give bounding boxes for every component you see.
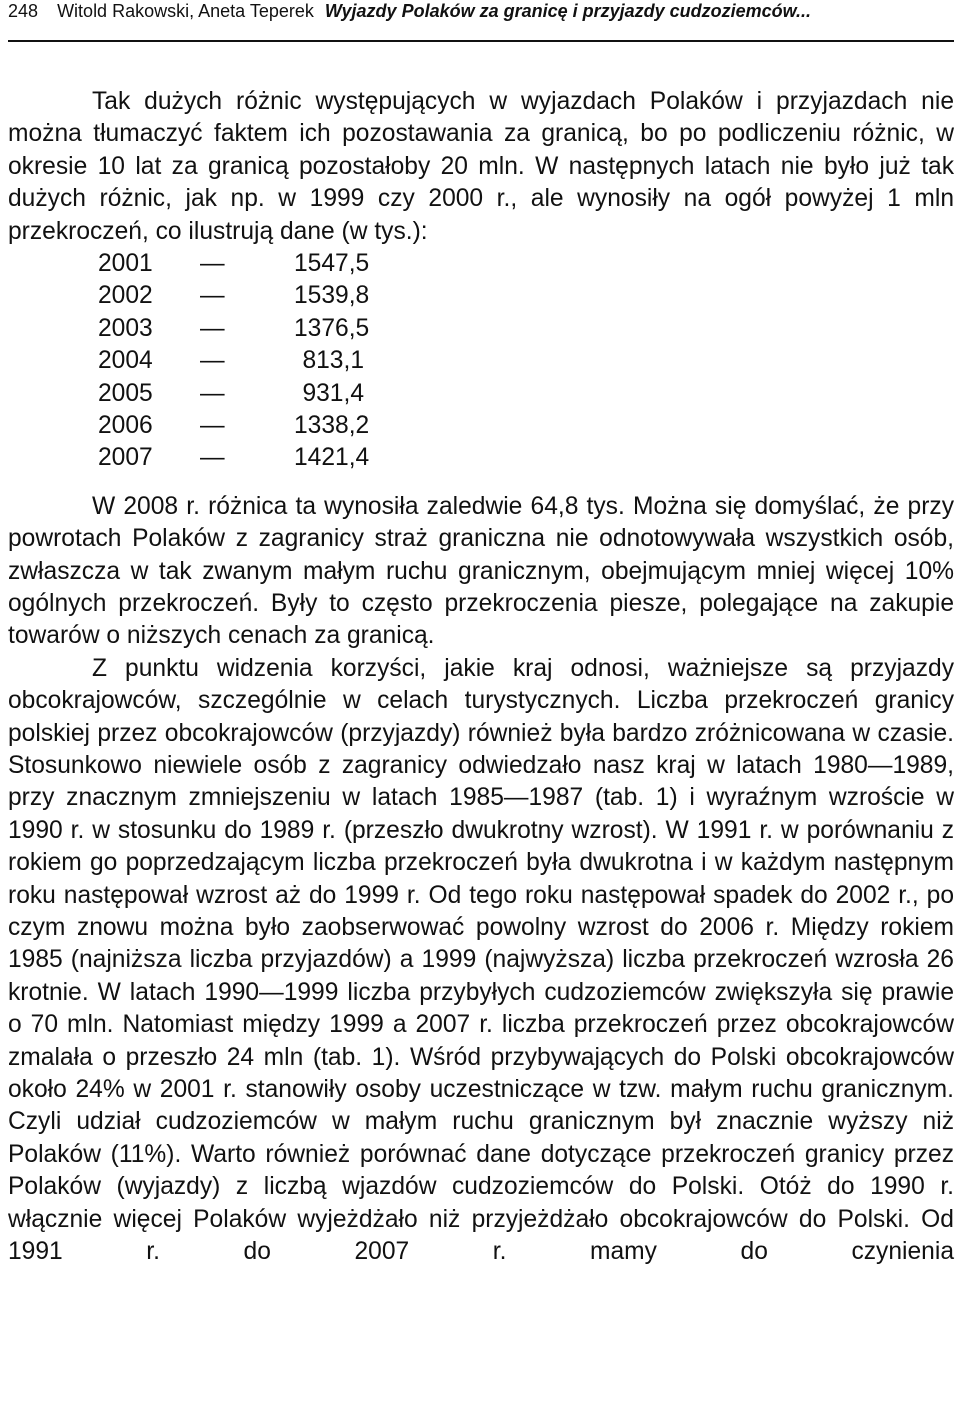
- data-dash: —: [200, 411, 225, 439]
- data-value: 1376,5: [294, 314, 370, 342]
- header-title: Wyjazdy Polaków za granicę i przyjazdy cudzoziemców...: [324, 1, 812, 21]
- paragraph-intro: Tak dużych różnic występujących w wyjazdach Polaków i przyjazdach nie można tłumaczyć faktem ich pozostawania za granicą, bo po podliczeniu różnic, w okresie 10 lat za granicą pozostałoby 20 mln. W następnych latach nie było już tak dużych różnic, jak np. w 1999 czy 2000 r., ale wynosiły na ogół powyżej 1 mln przekroczeń, co ilustrują dane (w tys.):: [8, 88, 954, 245]
- data-row: [98, 410, 954, 442]
- data-value: 1421,4: [294, 444, 370, 472]
- data-row: [98, 248, 954, 280]
- data-year: 2001: [98, 250, 153, 278]
- running-header: [8, 0, 952, 30]
- data-dash: —: [200, 347, 225, 375]
- header-authors: Witold Rakowski, Aneta Teperek: [57, 1, 314, 21]
- data-row: [98, 442, 954, 474]
- paragraph-difference: W 2008 r. różnica ta wynosiła zaledwie 64,8 tys. Można się domyślać, że przy powrotach Polaków z zagranicy straż graniczna nie odnotowywała wszystkich osób, zwłaszcza w tak zwanym małym ruchu granicznym, obejmującym mniej więcej 10% ogólnych przekroczeń. Były to często przekroczenia piesze, polegające na zakupie towarów o niższych cenach za granicą.: [8, 492, 954, 650]
- data-dash: —: [200, 314, 225, 342]
- data-value: 1539,8: [294, 282, 370, 310]
- data-value: 931,4: [302, 379, 364, 407]
- data-year: 2002: [98, 282, 153, 310]
- data-value: 1547,5: [294, 250, 370, 278]
- data-list: [98, 248, 954, 475]
- data-year: 2006: [98, 411, 153, 439]
- data-dash: —: [200, 379, 225, 407]
- data-dash: —: [200, 282, 225, 310]
- header-rule: [8, 40, 954, 42]
- data-value: 813,1: [302, 347, 364, 375]
- page-number: 248: [8, 1, 39, 21]
- data-row: [98, 378, 954, 410]
- data-dash: —: [200, 250, 225, 278]
- data-year: 2003: [98, 314, 153, 342]
- data-year: 2007: [98, 444, 153, 472]
- data-row: [98, 280, 954, 312]
- data-row: [98, 345, 954, 377]
- data-year: 2004: [98, 347, 153, 375]
- paragraph-foreigners: Z punktu widzenia korzyści, jakie kraj odnosi, ważniejsze są przyjazdy obcokrajowców, szczególnie w celach turystycznych. Liczba przekroczeń granicy polskiej przez obcokrajowców (przyjazdy) również była bardzo zróżnicowana w czasie. Stosunkowo niewiele osób z zagranicy odwiedzało nasz kraj w latach 1980—1989, przy znacznym zmniejszeniu w latach 1985—1987 (tab. 1) i wyraźnym wzroście w 1990 r. w stosunku do 1989 r. (przeszło dwukrotny wzrost). W 1991 r. w porównaniu z rokiem go poprzedzającym liczba przekroczeń była dwukrotna i w każdym następnym roku następował wzrost aż do 1999 r. Od tego roku następował spadek do 2002 r., po czym znowu można było zaobserwować powolny wzrost do 2006 r. Między rokiem 1985 (najniższa liczba przyjazdów) a 1999 (najwyższa) liczba przekroczeń wzrosła 26 krotnie. W latach 1990—1999 liczba przybyłych cudzoziemców zwiększyła się prawie o 70 mln. Natomiast między 1999 a 2007 r. liczba przekroczeń przez obcokrajowców zmalała o przeszło 24 mln (tab. 1). Wśród przybywających do Polski obcokrajowców około 24% w 2001 r. stanowiły osoby uczestniczące w tzw. małym ruchu granicznym. Czyli udział cudzoziemców w małym ruchu granicznym był znacznie wyższy niż Polaków (11%). Warto również porównać dane dotyczące przekroczeń granicy przez Polaków (wyjazdy) z liczbą wjazdów cudzoziemców do Polski. Otóż do 1990 r. włącznie więcej Polaków wyjeżdżało niż przyjeżdżało obcokrajowców do Polski. Od 1991 r. do 2007 r. mamy do czynienia: [8, 654, 954, 1266]
- data-row: [98, 313, 954, 345]
- data-dash: —: [200, 444, 225, 472]
- data-value: 1338,2: [294, 411, 370, 439]
- list-spacer: [8, 475, 954, 491]
- page-body: [8, 86, 954, 1269]
- data-year: 2005: [98, 379, 153, 407]
